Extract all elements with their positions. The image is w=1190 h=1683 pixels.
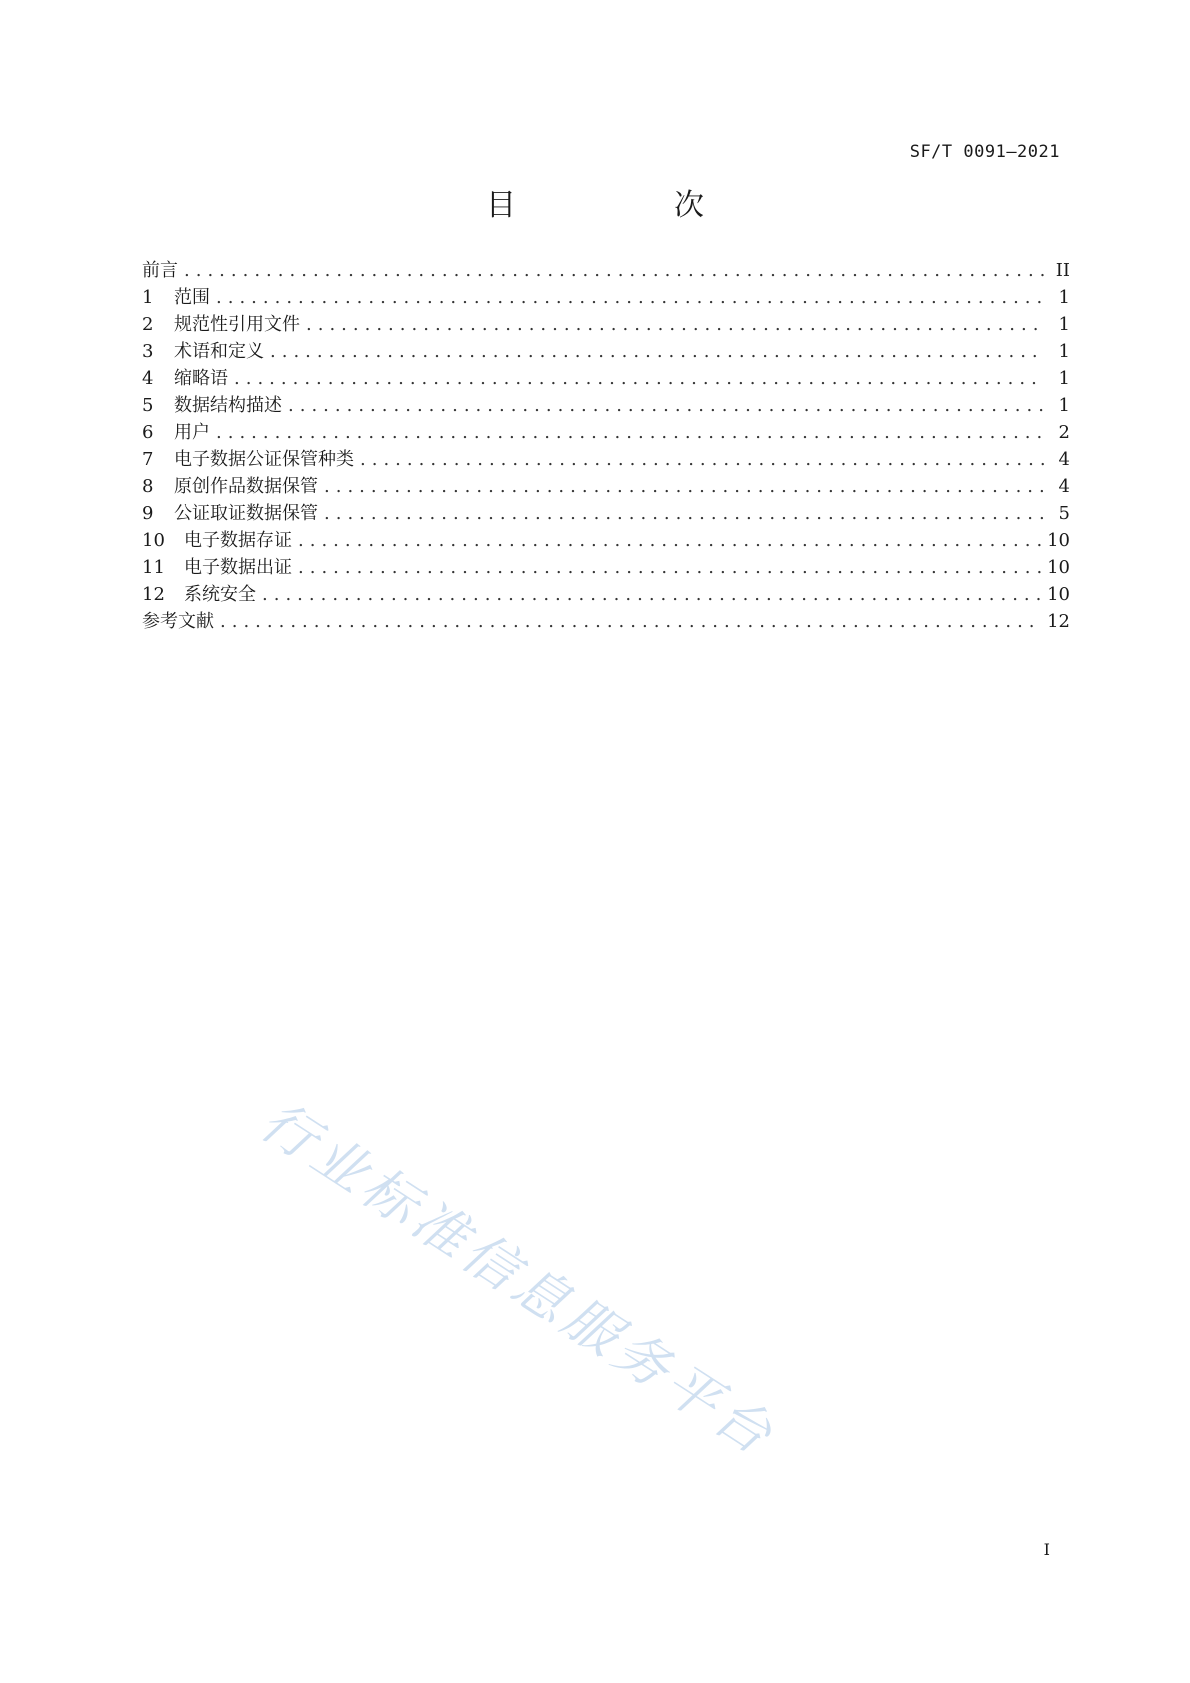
toc-leader-dots [220, 608, 1041, 635]
toc-entry-title: 公证取证数据保管 [174, 503, 318, 524]
toc-entry-page: 10 [1047, 584, 1070, 605]
toc-entry-number: 10 [142, 530, 165, 551]
toc-leader-dots [270, 338, 1044, 365]
toc-entry-title: 电子数据公证保管种类 [174, 449, 354, 470]
toc-entry-number: 4 [142, 368, 154, 389]
toc-entry-title: 原创作品数据保管 [174, 476, 318, 497]
toc-entry[interactable] [142, 365, 1070, 392]
toc-entry-page: 1 [1058, 341, 1070, 362]
toc-entry-number: 5 [142, 395, 154, 416]
toc-leader-dots [306, 311, 1044, 338]
toc-entry[interactable] [142, 500, 1070, 527]
toc-entry-title: 电子数据存证 [184, 530, 292, 551]
toc-leader-dots [262, 581, 1041, 608]
toc-leader-dots [288, 392, 1044, 419]
toc-entry-page: II [1055, 260, 1070, 281]
toc-entry-title: 前言 [142, 260, 178, 281]
toc-entry-number: 1 [142, 287, 154, 308]
page-number: I [1043, 1540, 1050, 1559]
toc-entry[interactable] [142, 392, 1070, 419]
page-title: 目 次 [486, 188, 768, 223]
table-of-contents [142, 257, 1070, 635]
toc-entry-title: 规范性引用文件 [174, 314, 300, 335]
toc-entry[interactable] [142, 338, 1070, 365]
toc-entry-title: 缩略语 [174, 368, 228, 389]
toc-entry-page: 2 [1058, 422, 1070, 443]
toc-leader-dots [184, 257, 1044, 284]
toc-entry[interactable] [142, 284, 1070, 311]
toc-entry-number: 7 [142, 449, 154, 470]
toc-entry-page: 1 [1058, 314, 1070, 335]
toc-entry-page: 1 [1058, 287, 1070, 308]
toc-entry-number: 8 [142, 476, 154, 497]
toc-entry-number: 9 [142, 503, 154, 524]
toc-leader-dots [360, 446, 1044, 473]
toc-leader-dots [216, 284, 1044, 311]
toc-entry-page: 1 [1058, 395, 1070, 416]
toc-entry-title: 电子数据出证 [184, 557, 292, 578]
toc-entry-page: 10 [1047, 530, 1070, 551]
toc-entry[interactable] [142, 446, 1070, 473]
toc-entry-title: 系统安全 [184, 584, 256, 605]
toc-leader-dots [234, 365, 1044, 392]
toc-leader-dots [324, 500, 1044, 527]
toc-entry-number: 11 [142, 557, 165, 578]
toc-entry[interactable] [142, 554, 1070, 581]
toc-entry[interactable] [142, 419, 1070, 446]
toc-leader-dots [298, 527, 1041, 554]
toc-entry-title: 术语和定义 [174, 341, 264, 362]
toc-entry-page: 10 [1047, 557, 1070, 578]
toc-entry[interactable] [142, 473, 1070, 500]
toc-leader-dots [324, 473, 1044, 500]
toc-entry-page: 4 [1058, 476, 1070, 497]
watermark-text: 行业标准信息服务平台 [249, 1089, 788, 1469]
toc-entry[interactable] [142, 311, 1070, 338]
document-code: SF/T 0091—2021 [909, 142, 1060, 162]
toc-entry[interactable] [142, 257, 1070, 284]
toc-entry-number: 6 [142, 422, 154, 443]
toc-leader-dots [298, 554, 1041, 581]
toc-entry[interactable] [142, 581, 1070, 608]
toc-entry-number: 12 [142, 584, 165, 605]
toc-entry-number: 3 [142, 341, 154, 362]
toc-entry-page: 4 [1058, 449, 1070, 470]
toc-entry-title: 用户 [174, 422, 210, 443]
toc-entry-page: 12 [1047, 611, 1070, 632]
toc-entry-title: 数据结构描述 [174, 395, 282, 416]
toc-entry-title: 范围 [174, 287, 210, 308]
toc-leader-dots [216, 419, 1044, 446]
toc-entry-page: 5 [1058, 503, 1070, 524]
toc-entry-number: 2 [142, 314, 154, 335]
toc-entry[interactable] [142, 527, 1070, 554]
toc-entry[interactable] [142, 608, 1070, 635]
toc-entry-title: 参考文献 [142, 611, 214, 632]
toc-entry-page: 1 [1058, 368, 1070, 389]
